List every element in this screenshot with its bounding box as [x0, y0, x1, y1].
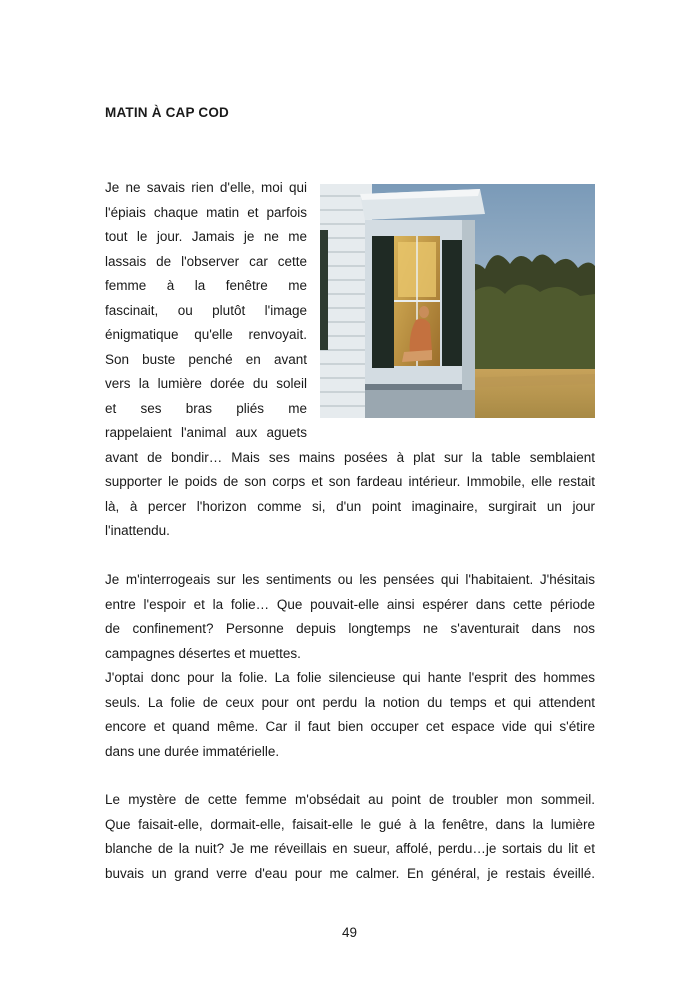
text-line: seuls. La folie de ceux pour ont perdu la notion du temps et qui attendent [105, 694, 595, 710]
text-line: de confinement? Personne depuis longtemps ne s'aventurait dans nos [105, 621, 595, 636]
text-line: entre l'espoir et la folie… Que pouvait-elle ainsi espérer dans cette période [105, 596, 595, 612]
text-line: rappelaient l'animal aux aguets [105, 425, 307, 440]
paragraph-1 [105, 176, 595, 544]
text-line: vers la lumière dorée du soleil [105, 376, 307, 391]
text-line: fascinait, ou plutôt l'image [105, 302, 307, 318]
text-line: campagnes désertes et muettes. [105, 645, 301, 661]
text-line: l'épiais chaque matin et parfois [105, 204, 307, 220]
text-line: blanche de la nuit? Je me réveillais en sueur, affolé, perdu…je sortais du lit et [105, 841, 595, 856]
text-line: Je ne savais rien d'elle, moi qui [105, 180, 307, 195]
text-line: Je m'interrogeais sur les sentiments ou les pensées qui l'habitaient. J'hésitais [105, 572, 595, 587]
text-line: J'optai donc pour la folie. La folie silencieuse qui hante l'esprit des hommes [105, 670, 595, 685]
text-line: tout le jour. Jamais je ne me [105, 229, 307, 244]
text-line: femme à la fenêtre me [105, 278, 307, 293]
paragraph-3 [105, 788, 595, 886]
page-number: 49 [341, 925, 358, 940]
text-line: encore et quand même. Car il faut bien occuper cet espace vide qui s'étire [105, 719, 595, 734]
text-line: avant de bondir… Mais ses mains posées à plat sur la table semblaient [105, 449, 595, 465]
text-line: Que faisait-elle, dormait-elle, faisait-elle le gué à la fenêtre, dans la lumière [105, 816, 595, 832]
text-line: Le mystère de cette femme m'obsédait au point de troubler mon sommeil. [105, 792, 595, 807]
text-line: là, à percer l'horizon comme si, d'un point imaginaire, surgirait un jour [105, 498, 595, 514]
text-line: dans une durée immatérielle. [105, 743, 280, 759]
text-line: lassais de l'observer car cette [105, 253, 307, 269]
text-line: et ses bras pliés me [105, 400, 307, 416]
chapter-title: MATIN À CAP COD [105, 105, 229, 120]
text-line: supporter le poids de son corps et son fardeau intérieur. Immobile, elle restait [105, 474, 595, 489]
text-line: buvais un grand verre d'eau pour me calmer. En général, je restais éveillé. [105, 865, 595, 881]
text-line: l'inattendu. [105, 523, 170, 538]
paragraph-2 [105, 568, 595, 764]
text-line: énigmatique qu'elle renvoyait. [105, 327, 307, 342]
text-line: Son buste penché en avant [105, 351, 307, 367]
